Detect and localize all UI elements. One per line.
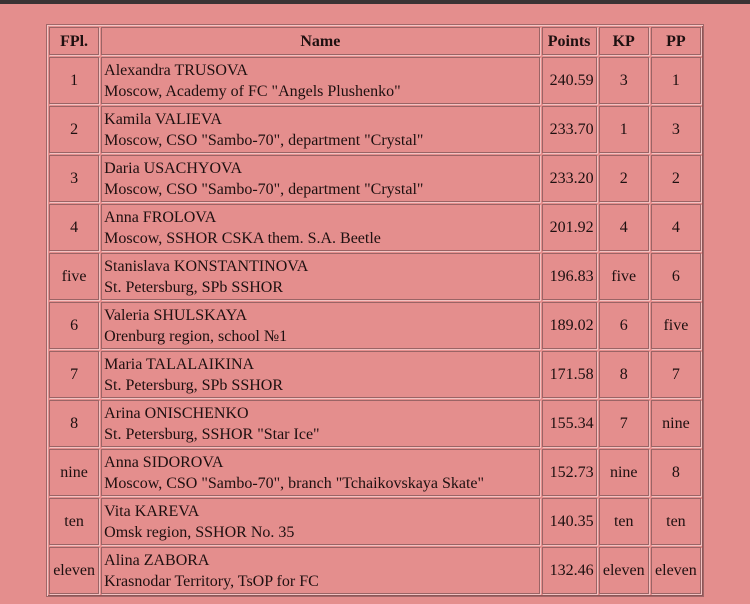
skater-cell: [101, 498, 539, 545]
skater-cell: [101, 351, 539, 398]
kp-cell: nine: [599, 449, 649, 496]
table-row: [49, 351, 701, 398]
skater-club: Moscow, CSO "Sambo-70", branch "Tchaikovskaya Skate": [104, 474, 485, 492]
points-cell: 152.73: [542, 449, 597, 496]
results-body: [49, 57, 701, 594]
skater-name: Daria USACHYOVA: [104, 159, 243, 177]
kp-cell: 8: [599, 351, 649, 398]
skater-cell: [101, 302, 539, 349]
points-cell: 233.70: [542, 106, 597, 153]
skater-cell: [101, 106, 539, 153]
table-row: [49, 106, 701, 153]
pp-cell: eleven: [651, 547, 701, 594]
skater-club: Moscow, Academy of FC "Angels Plushenko": [104, 82, 401, 100]
skater-cell: [101, 204, 539, 251]
skater-name: Alina ZABORA: [104, 551, 210, 569]
skater-club: Moscow, SSHOR CSKA them. S.A. Beetle: [104, 229, 381, 247]
kp-cell: ten: [599, 498, 649, 545]
skater-cell: [101, 57, 539, 104]
pp-cell: 4: [651, 204, 701, 251]
table-row: [49, 57, 701, 104]
results-table: [46, 24, 704, 597]
place-cell: 8: [49, 400, 99, 447]
table-row: [49, 400, 701, 447]
pp-cell: 1: [651, 57, 701, 104]
skater-name: Stanislava KONSTANTINOVA: [104, 257, 309, 275]
skater-club: Moscow, CSO "Sambo-70", department "Crystal": [104, 131, 424, 149]
header-name: Name: [101, 27, 539, 55]
header-place: FPl.: [49, 27, 99, 55]
skater-name: Kamila VALIEVA: [104, 110, 222, 128]
place-cell: eleven: [49, 547, 99, 594]
pp-cell: ten: [651, 498, 701, 545]
kp-cell: five: [599, 253, 649, 300]
top-border: [0, 0, 750, 4]
place-cell: nine: [49, 449, 99, 496]
points-cell: 171.58: [542, 351, 597, 398]
header-kp: KP: [599, 27, 649, 55]
pp-cell: five: [651, 302, 701, 349]
skater-club: Orenburg region, school №1: [104, 327, 288, 345]
header-points: Points: [542, 27, 597, 55]
place-cell: ten: [49, 498, 99, 545]
skater-club: Krasnodar Territory, TsOP for FC: [104, 572, 319, 590]
skater-name: Anna SIDOROVA: [104, 453, 224, 471]
points-cell: 240.59: [542, 57, 597, 104]
kp-cell: 3: [599, 57, 649, 104]
skater-cell: [101, 547, 539, 594]
points-cell: 233.20: [542, 155, 597, 202]
table-row: [49, 449, 701, 496]
skater-cell: [101, 155, 539, 202]
place-cell: 3: [49, 155, 99, 202]
skater-club: Omsk region, SSHOR No. 35: [104, 523, 295, 541]
kp-cell: eleven: [599, 547, 649, 594]
skater-cell: [101, 449, 539, 496]
pp-cell: 6: [651, 253, 701, 300]
place-cell: 2: [49, 106, 99, 153]
pp-cell: 3: [651, 106, 701, 153]
kp-cell: 7: [599, 400, 649, 447]
pp-cell: 8: [651, 449, 701, 496]
points-cell: 155.34: [542, 400, 597, 447]
place-cell: five: [49, 253, 99, 300]
points-cell: 201.92: [542, 204, 597, 251]
table-row: [49, 204, 701, 251]
kp-cell: 1: [599, 106, 649, 153]
skater-name: Maria TALALAIKINA: [104, 355, 255, 373]
place-cell: 4: [49, 204, 99, 251]
kp-cell: 2: [599, 155, 649, 202]
pp-cell: nine: [651, 400, 701, 447]
points-cell: 189.02: [542, 302, 597, 349]
skater-name: Valeria SHULSKAYA: [104, 306, 248, 324]
skater-club: St. Petersburg, SPb SSHOR: [104, 376, 283, 394]
table-row: [49, 547, 701, 594]
skater-name: Alexandra TRUSOVA: [104, 61, 248, 79]
skater-cell: [101, 400, 539, 447]
place-cell: 7: [49, 351, 99, 398]
skater-name: Arina ONISCHENKO: [104, 404, 249, 422]
skater-name: Anna FROLOVA: [104, 208, 217, 226]
points-cell: 140.35: [542, 498, 597, 545]
skater-cell: [101, 253, 539, 300]
kp-cell: 4: [599, 204, 649, 251]
points-cell: 196.83: [542, 253, 597, 300]
header-row: [49, 27, 701, 55]
skater-club: St. Petersburg, SSHOR "Star Ice": [104, 425, 320, 443]
table-row: [49, 155, 701, 202]
skater-club: Moscow, CSO "Sambo-70", department "Crystal": [104, 180, 424, 198]
skater-club: St. Petersburg, SPb SSHOR: [104, 278, 283, 296]
place-cell: 1: [49, 57, 99, 104]
pp-cell: 2: [651, 155, 701, 202]
skater-name: Vita KAREVA: [104, 502, 200, 520]
table-row: [49, 498, 701, 545]
place-cell: 6: [49, 302, 99, 349]
header-pp: PP: [651, 27, 701, 55]
table-row: [49, 253, 701, 300]
table-row: [49, 302, 701, 349]
kp-cell: 6: [599, 302, 649, 349]
pp-cell: 7: [651, 351, 701, 398]
points-cell: 132.46: [542, 547, 597, 594]
